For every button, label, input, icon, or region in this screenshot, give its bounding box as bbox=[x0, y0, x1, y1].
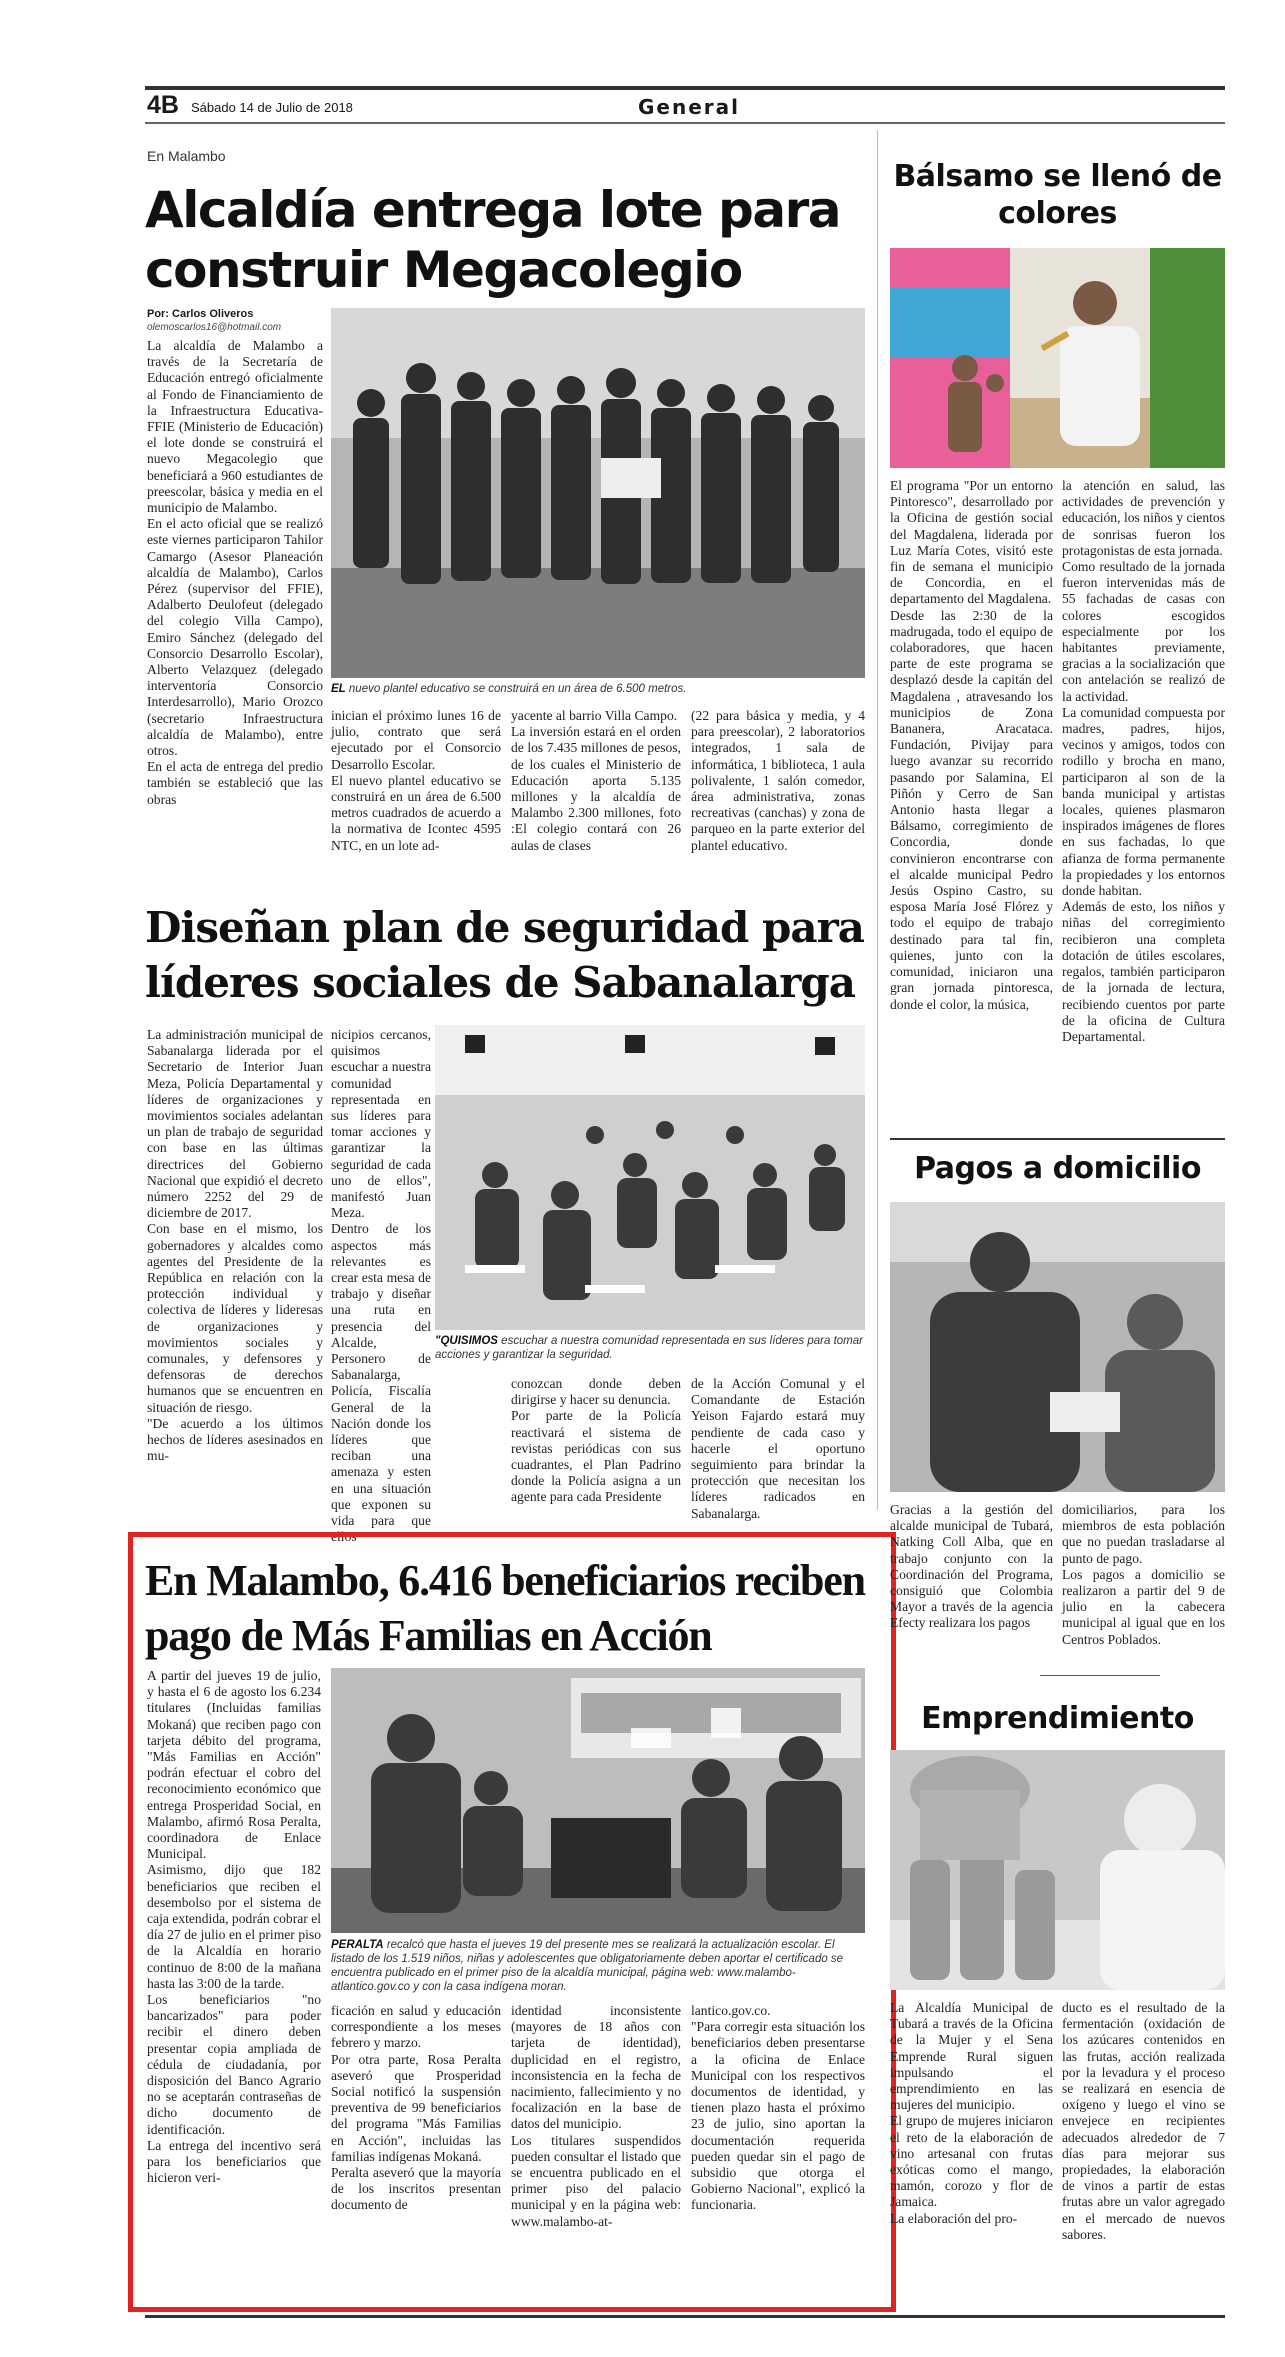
column-divider bbox=[877, 130, 878, 1510]
sidebar2-col1: Gracias a la gestión del alcalde municipal de Tubará, Natking Coll Alba, que en trabajo conjunto con la Coordinación del Programa, consiguió que Colombia Mayor a través de la agencia Efecty realizara los pagos bbox=[890, 1502, 1053, 1631]
sidebar2-headline: Pagos a domicilio bbox=[914, 1151, 1201, 1186]
sidebar3-headline: Emprendimiento bbox=[921, 1701, 1194, 1736]
wine-making-photo-image bbox=[890, 1750, 1225, 1990]
sidebar1-headline: Bálsamo se llenó de colores bbox=[893, 159, 1222, 231]
article1-byline: Por: Carlos Oliveros bbox=[147, 308, 254, 320]
header-rule-bottom bbox=[145, 122, 1225, 124]
sidebar3-col2: ducto es el resultado de la fermentación (oxidación de los azúcares contenidos en las frutas, acción realizada por la levadura y el proceso se realizará en esencia de oxígeno y luego el vino se envejece en recipientes adecuados alrededor de 7 días para mejorar sus propiedades, la elaboración de vinos a partir de estas frutas abre un valor agregado en el mercado de nuevos sabores. bbox=[1062, 2000, 1225, 2242]
meeting-photo-image bbox=[435, 1025, 865, 1330]
article2-col1: La administración municipal de Sabanalarga liderada por el Secretario de Interior Juan Meza, Policía Departamental y líderes de organizaciones y movimientos sociales adelantan un plan de trabajo de seguridad con base en las últimas directrices del Gobierno Nacional que expidió el decreto número 2252 del 29 de diciembre de 2017. Con base en el mismo, los gobernadores y alcaldes como agentes del Presidente de la República en relación con la protección individual y colectiva de líderes y lideresas de organizaciones y movimientos sociales y comunales, y defensores y defensoras de derechos humanos que se encuentren en situación de riesgo. "De acuerdo a los últimos hechos de líderes asesinados en mu- bbox=[147, 1027, 323, 1464]
sidebar3-photo bbox=[890, 1750, 1225, 1990]
sidebar2-photo bbox=[890, 1202, 1225, 1492]
painting-photo-image bbox=[890, 248, 1225, 468]
article1-headline: Alcaldía entrega lote para construir Megacolegio bbox=[145, 181, 840, 299]
article1-photo bbox=[331, 308, 865, 678]
article1-email: olemoscarlos16@hotmail.com bbox=[147, 322, 282, 333]
group-photo-image bbox=[331, 308, 865, 678]
article1-col1: La alcaldía de Malambo a través de la Secretaría de Educación entregó oficialmente al Fondo de Financiamiento de la Infraestructura Educativa- FFIE (Ministerio de Educación) el lote donde se construirá el nuevo Megacolegio que beneficiará a 960 estudiantes de preescolar, básica y media en el municipio de Malambo. En el acto oficial que se realizó este viernes participaron Tahilor Camargo (Asesor Planeación alcaldía de Malambo), Carlos Pérez (supervisor del FFIE), Adalberto Deulofeut (delegado del colegio Villa Campo), Emiro Sánchez (delegado del Consorcio Desarrollo Escolar), Alberto Velazquez (delegado interventoría Consorcio Interdesarrollo), Mario Orozco (secretario Infraestructura alcaldía de Malambo), entre otros. En el acta de entrega del predio también se estableció que las obras bbox=[147, 338, 323, 807]
article3-photo bbox=[331, 1668, 865, 1933]
article1-caption: EL nuevo plantel educativo se construirá en un área de 6.500 metros. bbox=[331, 683, 687, 695]
page-number: 4B bbox=[147, 91, 179, 119]
sidebar-short-rule bbox=[1040, 1675, 1160, 1676]
home-payment-photo-image bbox=[890, 1202, 1225, 1492]
article2-col4: de la Acción Comunal y el Comandante de Estación Yeison Fajardo estará muy pendiente de cada caso y hacerle el oportuno seguimiento para brindar la protección que necesitan los líderes radicados en Sabanalarga. bbox=[691, 1376, 865, 1521]
page-date: Sábado 14 de Julio de 2018 bbox=[191, 100, 353, 115]
header-rule bbox=[145, 86, 1225, 90]
sidebar3-col1: La Alcaldía Municipal de Tubará a través de la Oficina de la Mujer y el Sena Emprende Rural siguen impulsando el emprendimiento en las mujeres del municipio. El grupo de mujeres iniciaron el reto de la elaboración de vino artesanal con frutas exóticas como el mango, mamón, corozo y flor de Jamaica. La elaboración del pro- bbox=[890, 2000, 1053, 2226]
article3-col2: ficación en salud y educación correspondiente a los meses febrero y marzo. Por otra parte, Rosa Peralta aseveró que Prosperidad Social notificó la suspensión preventiva de 99 beneficiarios del programa "Más Familias en Acción", incluidas las familias indígenas Mokaná. Peralta aseveró que la mayoría de los inscritos presentan documento de bbox=[331, 2003, 501, 2213]
sidebar1-col2: la atención en salud, las actividades de prevención y educación, los niños y cientos de sonrisas fueron los protagonistas de esta jornada. Como resultado de la jornada fueron intervenidas más de 55 fachadas de casas con colores escogidos especialmente por los habitantes previamente, gracias a la socialización que con antelación se realizó de la actividad. La comunidad compuesta por madres, padres, hijos, vecinos y amigos, todos con rodillo y brocha en mano, participaron al son de la banda municipal y artistas locales, quienes plasmaron inspirados imágenes de flores en sus fachadas, lo que afianza de forma permanente la propiedades y los entornos donde habitan. Además de esto, los niños y niñas del corregimiento recibieron una completa dotación de útiles escolares, regalos, también participaron de la jornada de lectura, recibiendo cuentos por parte de la oficina de Cultura Departamental. bbox=[1062, 478, 1225, 1044]
sidebar-rule bbox=[890, 1138, 1225, 1140]
article3-col1: A partir del jueves 19 de julio, y hasta el 6 de agosto los 6.234 titulares (Incluidas familias Mokaná) que reciben pago con tarjeta débito del programa, "Más Familias en Acción" podrán efectuar el cobro del reconocimiento económico que entrega Prosperidad Social, en Malambo, afirmó Rosa Peralta, coordinadora de Enlace Municipal. Asimismo, dijo que 182 beneficiarios que reciben el desembolso por el sistema de caja extendida, podrán cobrar el día 27 de julio en el primer piso de la Alcaldía en horario continuo de 8:00 de la mañana hasta las 3:00 de la tarde. Los beneficiarios "no bancarizados" para poder recibir el dinero deben presentar copia ampliada de cédula de ciudadanía, por disposición del Banco Agrario no se aceptarán contraseñas de dicho documento de identificación. La entrega del incentivo será para los beneficiarios que hicieron veri- bbox=[147, 1668, 321, 2186]
article1-col2: inician el próximo lunes 16 de julio, contrato que será ejecutado por el Consorcio Desarrollo Escolar. El nuevo plantel educativo se construirá en un área de 6.500 metros cuadrados de acuerdo a la normativa de Icontec 4595 NTC, en un lote ad- bbox=[331, 708, 501, 853]
article2-col3: conozcan donde deben dirigirse y hacer su denuncia. Por parte de la Policía reactivará el sistema de revistas periódicas con sus cuadrantes, el Plan Padrino donde la Policía asigna a un agente para cada Presidente bbox=[511, 1376, 681, 1505]
sidebar1-col1: El programa "Por un entorno Pintoresco", desarrollado por la Oficina de gestión social del Magdalena, liderada por Luz María Cotes, visitó este fin de semana el municipio de Concordia, en el departamento del Magdalena. Desde las 2:30 de la madrugada, todo el equipo de colaboradores, que hacen parte de este programa se desplazó desde la capitán del Magdalena , atravesando los municipios de Zona Bananera, Aracataca. Fundación, Pivijay para luego avanzar su recorrido pasando por Salamina, El Piñón y Cerro de San Antonio hasta llegar a Bálsamo, corregimiento de Concordia, donde convinieron encontrarse con el alcalde municipal Pedro Jesús Ospino Castro, su esposa María José Flórez y todo el equipo de trabajo destinado para tal fin, quienes, junto con la comunidad, iniciaron una gran jornada pintoresca, donde el color, la música, bbox=[890, 478, 1053, 1012]
article1-kicker: En Malambo bbox=[147, 148, 226, 164]
sidebar1-photo bbox=[890, 248, 1225, 468]
article2-photo bbox=[435, 1025, 865, 1330]
article3-headline: En Malambo, 6.416 beneficiarios reciben pago de Más Familias en Acción bbox=[145, 1556, 865, 1660]
article3-caption: PERALTA recalcó que hasta el jueves 19 del presente mes se realizará la actualización escolar. El listado de los 1.519 niños, niñas y adolescentes que obligatoriamente deben aportar el certificado se encuentra publicado en el primer piso de la alcaldía municipal, página web: www.malambo-atlantico.gov.co y con la casa indígena moran. bbox=[331, 1939, 844, 1993]
sidebar2-col2: domiciliarios, para los miembros de esta población que no puedan trasladarse al punto de pago. Los pagos a domicilio se realizaron a partir del 9 de julio en la cabecera municipal al igual que en los Centros Poblados. bbox=[1062, 1502, 1225, 1647]
article3-col3: identidad inconsistente (mayores de 18 años con tarjeta de identidad), duplicidad en el registro, inconsistencia en la fecha de nacimiento, fallecimiento y no focalización en la base de datos del municipio. Los titulares suspendidos pueden consultar el listado que se encuentra publicado en el primer piso del palacio municipal y en la página web: www.malambo-at- bbox=[511, 2003, 681, 2229]
section-title: General bbox=[638, 95, 740, 119]
article1-col3: yacente al barrio Villa Campo. La inversión estará en el orden de los 7.435 millones de pesos, de los cuales el Ministerio de Educación aporta 5.135 millones y la alcaldía de Malambo 2.300 millones, foto :El colegio contará con 26 aulas de clases bbox=[511, 708, 681, 853]
footer-rule bbox=[145, 2315, 1225, 2318]
article2-headline: Diseñan plan de seguridad para líderes sociales de Sabanalarga bbox=[145, 903, 864, 1007]
office-photo-image bbox=[331, 1668, 865, 1933]
article1-col4: (22 para básica y media, y 4 para preescolar), 2 laboratorios integrados, 1 sala de informática, 1 biblioteca, 1 aula polivalente, 1 salón comedor, área administrativa, zonas recreativas (canchas) y zona de parqueo en la parte exterior del plantel educativo. bbox=[691, 708, 865, 853]
article2-caption: "QUISIMOS escuchar a nuestra comunidad representada en sus líderes para tomar acciones y garantizar la seguridad. bbox=[435, 1335, 863, 1361]
article3-col4: lantico.gov.co. "Para corregir esta situación los beneficiarios deben presentarse a la oficina de Enlace Municipal con los respectivos documentos de identidad, y tienen plazo hasta el próximo 23 de julio, sino aportan la documentación requerida pueden quedar sin el pago de subsidio que otorga el Gobierno Nacional", explicó la funcionaria. bbox=[691, 2003, 865, 2213]
article2-col2: nicipios cercanos, quisimos escuchar a nuestra comunidad representada en sus líderes para tomar acciones y garantizar la seguridad de cada uno de ellos", manifestó Juan Meza. Dentro de los aspectos más relevantes es crear esta mesa de trabajo y diseñar una ruta en presencia del Alcalde, Personero de Sabanalarga, Policía, Fiscalía General de la Nación donde los líderes que reciban una amenaza y esten en una situación que exponen su vida para que ellos bbox=[331, 1027, 431, 1545]
